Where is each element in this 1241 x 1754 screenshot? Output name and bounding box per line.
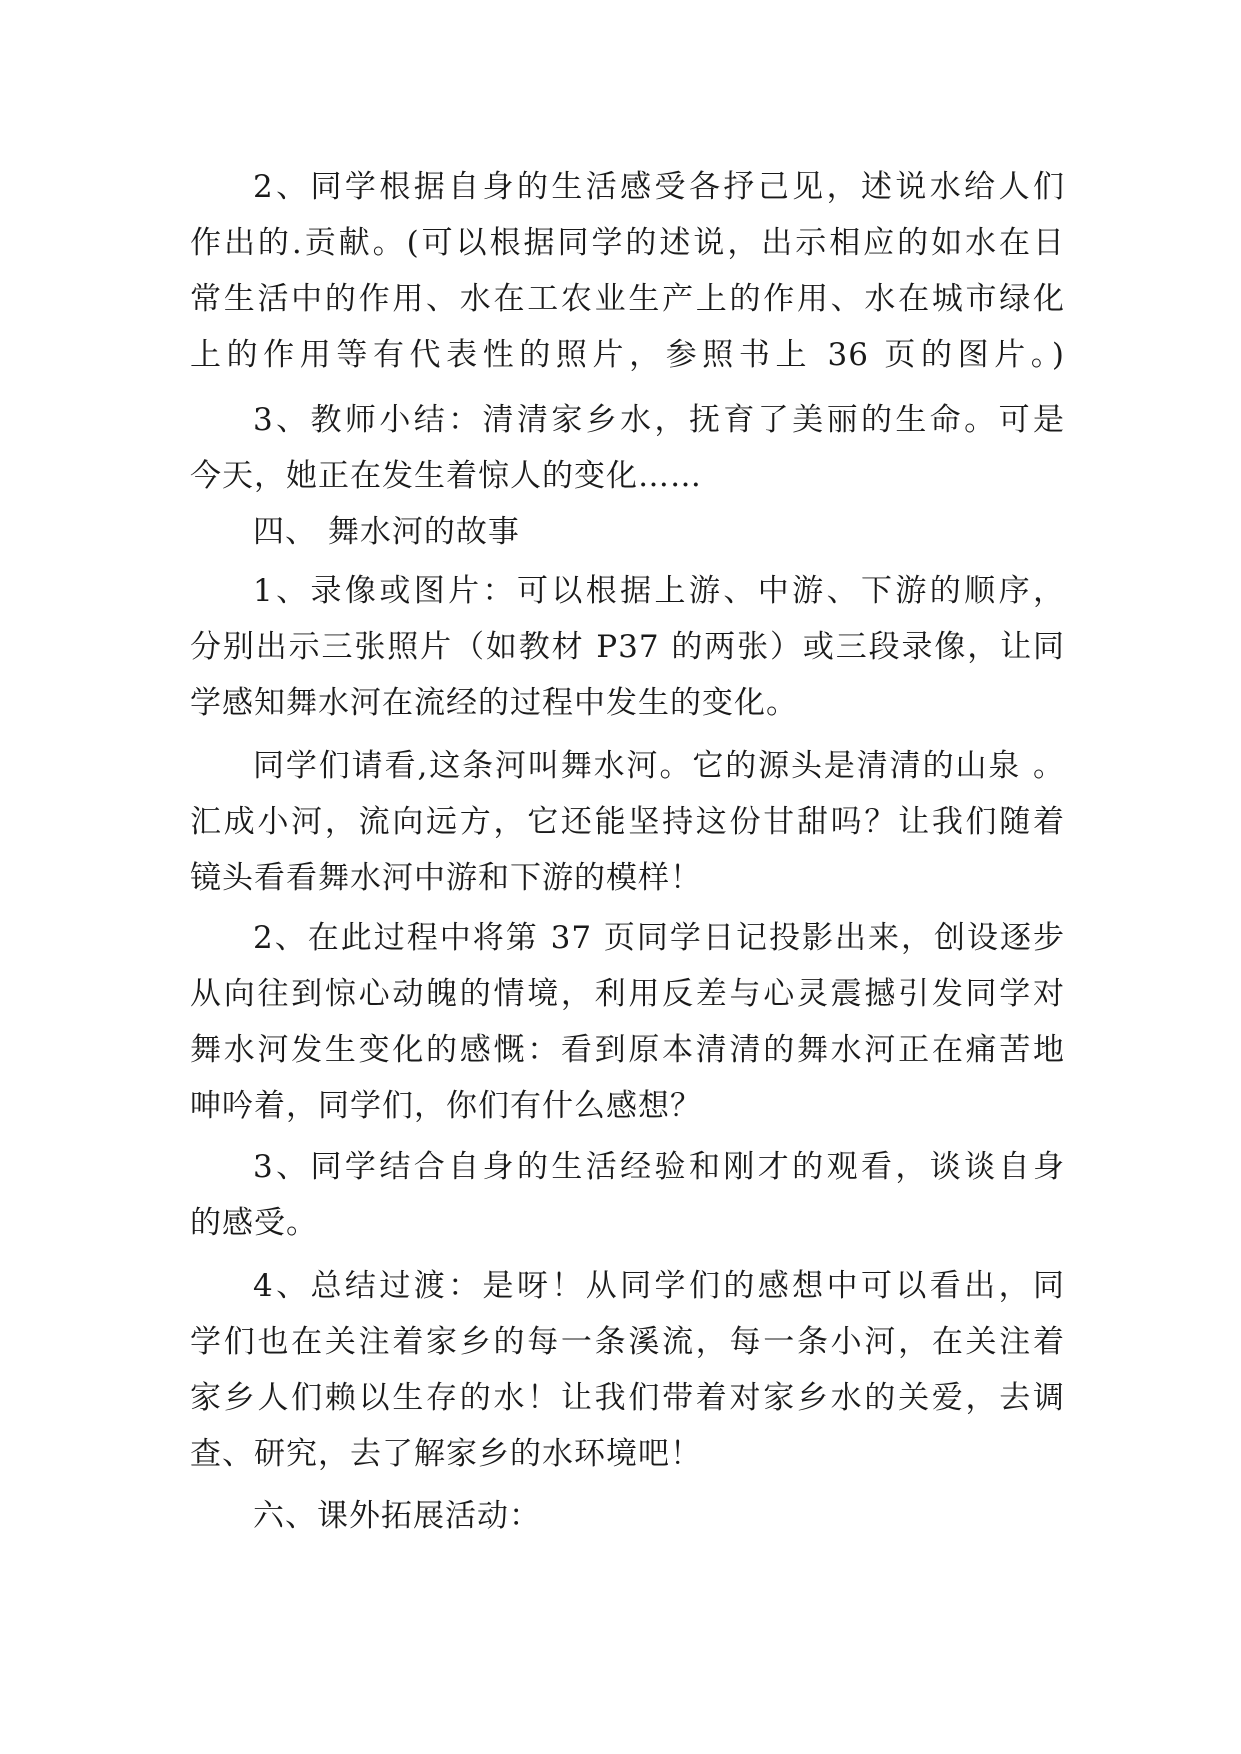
section-heading: 六、课外拓展活动：	[253, 1498, 541, 1534]
text-line: 舞水河发生变化的感慨：看到原本清清的舞水河正在痛苦地	[190, 1032, 1065, 1068]
text-line: 学感知舞水河在流经的过程中发生的变化。	[190, 685, 798, 721]
text-line: 今天，她正在发生着惊人的变化……	[190, 458, 702, 494]
text-line: 3、同学结合自身的生活经验和刚才的观看，谈谈自身	[253, 1149, 1065, 1185]
text-line: 2、在此过程中将第 37 页同学日记投影出来，创设逐步	[253, 920, 1065, 956]
text-line: 常生活中的作用、水在工农业生产上的作用、水在城市绿化	[190, 281, 1065, 317]
text-line: 镜头看看舞水河中游和下游的模样！	[190, 860, 702, 896]
text-line: 作出的.贡献。(可以根据同学的述说，出示相应的如水在日	[190, 225, 1065, 261]
text-line: 3、教师小结：清清家乡水，抚育了美丽的生命。可是	[253, 402, 1065, 438]
text-line: 4、总结过渡：是呀！从同学们的感想中可以看出，同	[253, 1268, 1065, 1304]
text-line: 呻吟着，同学们，你们有什么感想？	[190, 1088, 702, 1124]
text-line: 2、同学根据自身的生活感受各抒己见，述说水给人们	[253, 169, 1065, 205]
text-line: 汇成小河，流向远方，它还能坚持这份甘甜吗？让我们随着	[190, 804, 1065, 840]
text-line: 上的作用等有代表性的照片，参照书上 36 页的图片。)	[190, 337, 1065, 373]
text-line: 分别出示三张照片（如教材 P37 的两张）或三段录像，让同	[190, 629, 1065, 665]
text-line: 从向往到惊心动魄的情境，利用反差与心灵震撼引发同学对	[190, 976, 1065, 1012]
text-line: 的感受。	[190, 1205, 318, 1241]
text-line: 家乡人们赖以生存的水！让我们带着对家乡水的关爱，去调	[190, 1380, 1065, 1416]
section-heading: 四、 舞水河的故事	[253, 514, 520, 550]
text-line: 同学们请看,这条河叫舞水河。它的源头是清清的山泉 。	[253, 748, 1065, 784]
text-line: 1、录像或图片：可以根据上游、中游、下游的顺序，	[253, 573, 1065, 609]
text-line: 学们也在关注着家乡的每一条溪流，每一条小河，在关注着	[190, 1324, 1065, 1360]
text-line: 查、研究，去了解家乡的水环境吧！	[190, 1436, 702, 1472]
